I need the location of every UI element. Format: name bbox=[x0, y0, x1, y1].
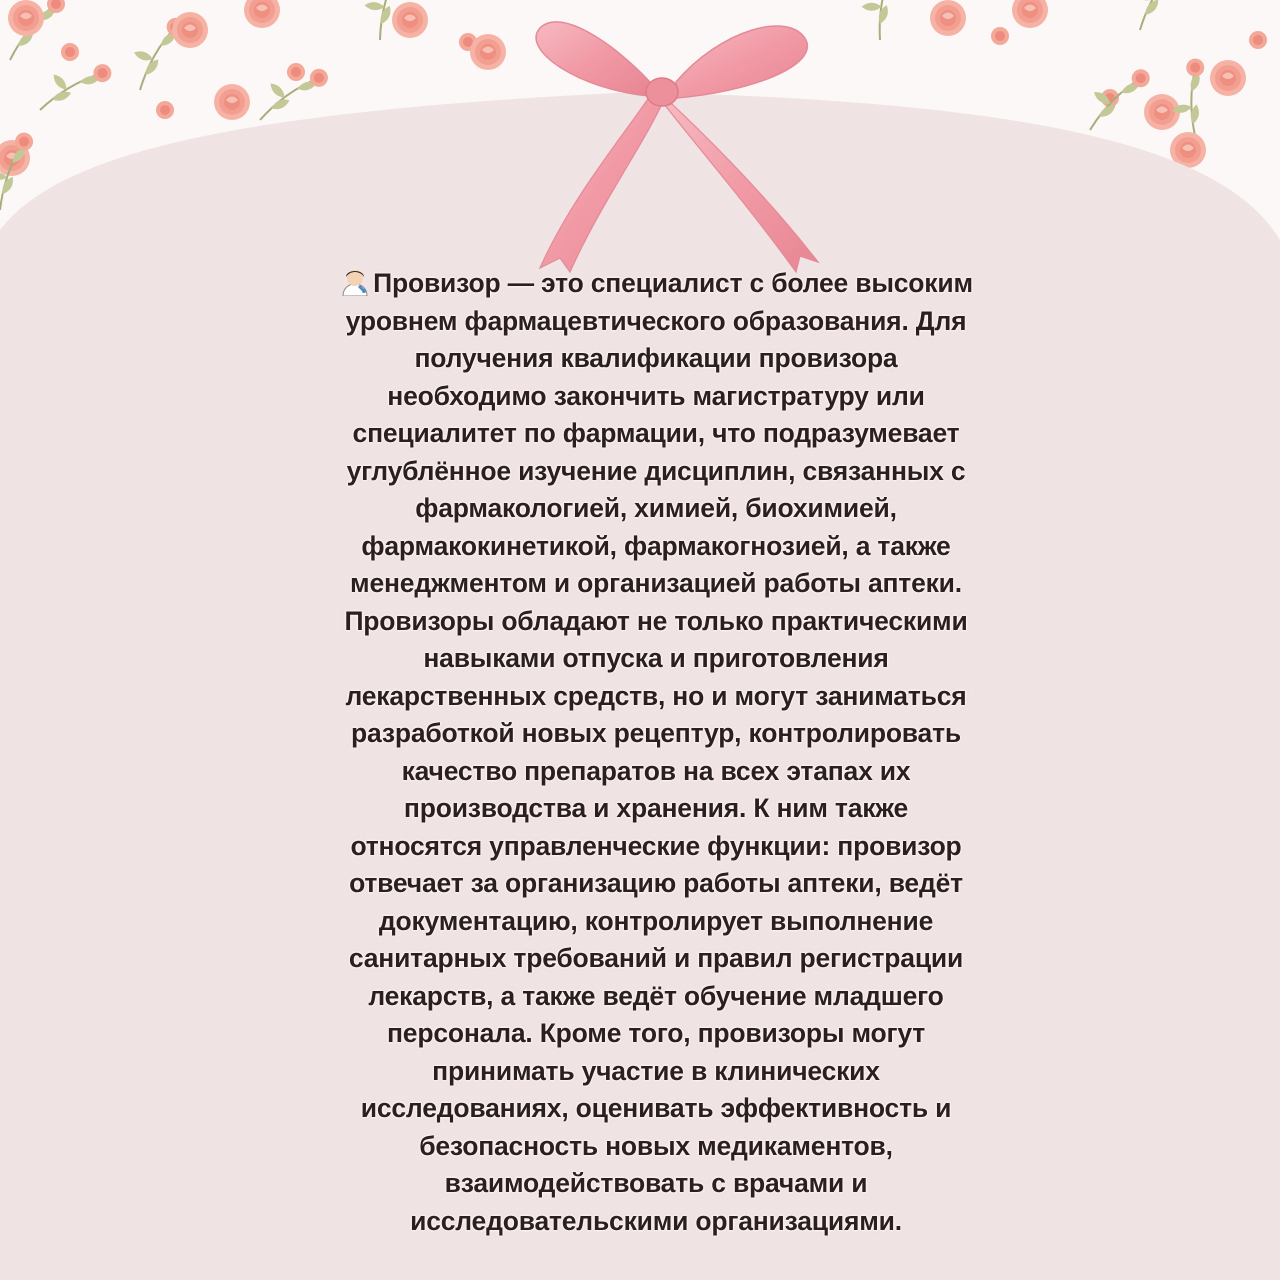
text-line: Провизор — это специалист с более высоким bbox=[300, 265, 1012, 303]
text-line: специалитет по фармации, что подразумевает bbox=[352, 418, 960, 448]
text-line: фармакокинетикой, фармакогнозией, а также bbox=[361, 530, 951, 561]
text-line: Провизоры обладают не только практическими bbox=[344, 605, 968, 636]
text-line: исследовательскими организациями. bbox=[410, 1205, 902, 1236]
text-line: углублённое изучение дисциплин, связанных с bbox=[346, 455, 966, 486]
text-line: качество препаратов на всех этапах их bbox=[401, 755, 911, 786]
text-line: фармакологией, химией, биохимией, bbox=[415, 493, 897, 523]
text-line: лекарств, а также ведёт обучение младшего bbox=[368, 980, 944, 1011]
text-line: безопасность новых медикаментов, bbox=[419, 1130, 893, 1161]
text-line: навыками отпуска и приготовления bbox=[423, 643, 889, 673]
text-line: санитарных требований и правил регистрации bbox=[348, 943, 964, 973]
text-line: лекарственных средств, но и могут заниматься bbox=[345, 680, 967, 711]
text-line: получения квалификации провизора bbox=[414, 343, 898, 373]
text-line: персонала. Кроме того, провизоры могут bbox=[387, 1018, 925, 1048]
text-line: относятся управленческие функции: провизор bbox=[350, 830, 962, 861]
text-line: документацию, контролирует выполнение bbox=[378, 905, 934, 936]
text-line: разработкой новых рецептур, контролировать bbox=[351, 718, 961, 748]
text-line: отвечает за организацию работы аптеки, ведёт bbox=[349, 868, 963, 898]
text-line: исследованиях, оценивать эффективность и bbox=[360, 1093, 952, 1123]
text-line: менеджментом и организацией работы аптеки. bbox=[350, 568, 962, 598]
text-line: производства и хранения. К ним также bbox=[403, 793, 909, 823]
text-line: принимать участие в клинических bbox=[432, 1055, 880, 1086]
ribbon-bow bbox=[500, 0, 840, 280]
text-line: взаимодействовать с врачами и bbox=[444, 1168, 868, 1198]
text-line: необходимо закончить магистратуру или bbox=[387, 380, 925, 411]
description-text bbox=[300, 265, 1012, 1240]
pharmacist-emoji-icon bbox=[339, 266, 371, 296]
text-line: уровнем фармацевтического образования. Для bbox=[345, 305, 967, 336]
